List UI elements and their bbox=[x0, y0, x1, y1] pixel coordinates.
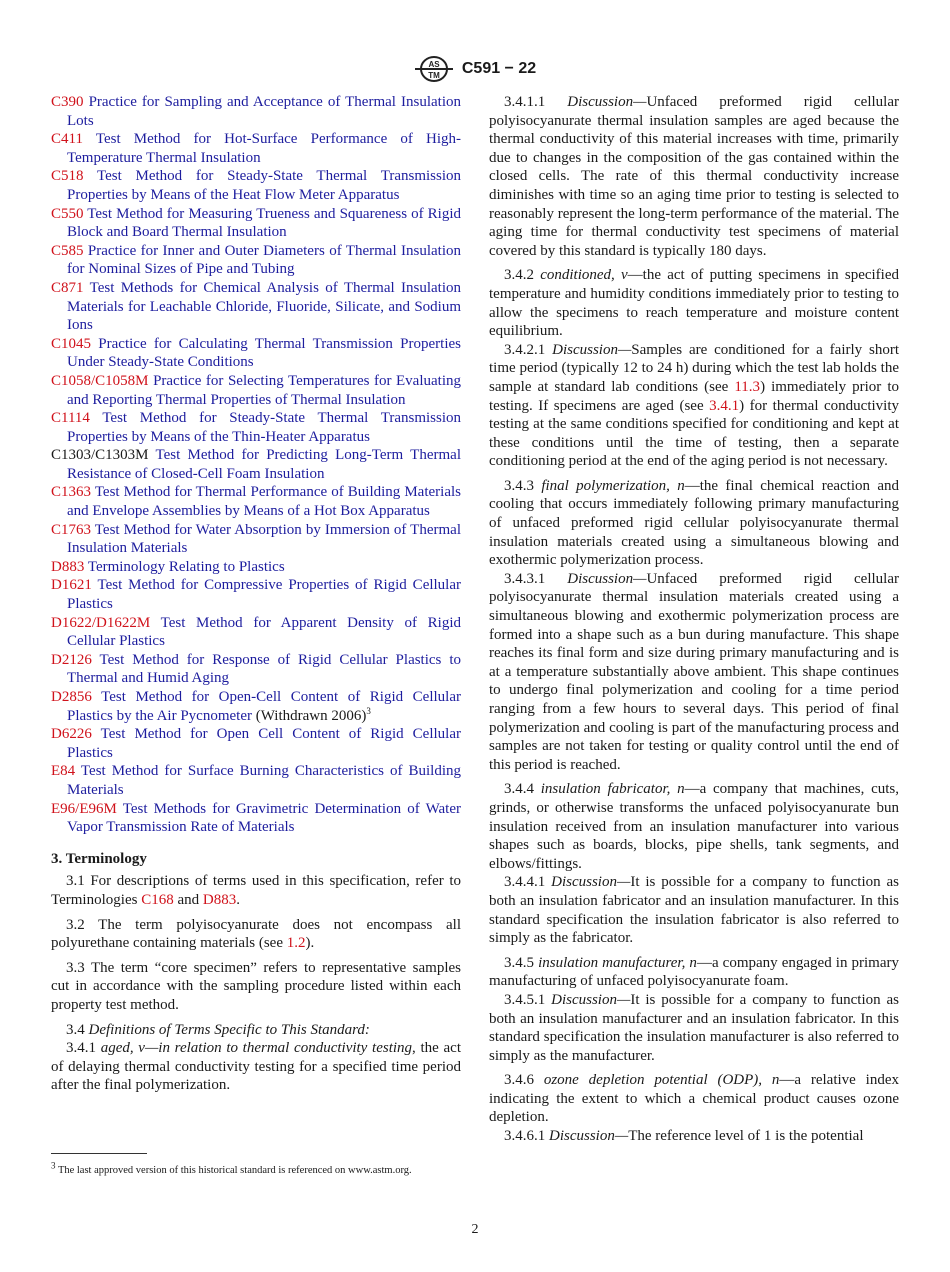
reference-code-link[interactable]: D6226 bbox=[51, 726, 92, 743]
reference-item bbox=[51, 93, 461, 130]
section-heading-terminology: 3. Terminology bbox=[51, 850, 147, 867]
reference-code-link[interactable]: D1622/D1622M bbox=[51, 614, 151, 631]
reference-title-link[interactable]: Practice for Calculating Thermal Transmission Properties Under Steady-State Conditions bbox=[67, 335, 461, 371]
footnote-marker[interactable]: 3 bbox=[366, 705, 371, 716]
paragraph-3-4-5: 3.4.5 insulation manufacturer, n—a company engaged in primary manufacturing of unfaced polyisocyanurate foam. bbox=[489, 954, 900, 990]
reference-code-link[interactable]: C871 bbox=[51, 279, 84, 296]
paragraph-3-4-4: 3.4.4 insulation fabricator, n—a company that machines, cuts, grinds, or otherwise transforms the unfaced polyisocyanurate bun insulation received from an insulation manufacturer into various shapes such as boards, blocks, pipe shells, tank segments, and elbows/fittings. bbox=[489, 781, 899, 872]
reference-item bbox=[51, 446, 461, 483]
reference-title-link[interactable]: Test Methods for Gravimetric Determination of Water Vapor Transmission Rate of Materials bbox=[67, 800, 461, 836]
reference-item bbox=[51, 167, 461, 204]
reference-title-link[interactable]: Test Method for Response of Rigid Cellular Plastics to Thermal and Humid Aging bbox=[67, 651, 461, 687]
svg-text:TM: TM bbox=[428, 71, 440, 80]
reference-item bbox=[51, 483, 461, 520]
paragraph-3-4-5-1: 3.4.5.1 Discussion—It is possible for a company to function as both an insulation manufacturer and an insulation fabricator. In this standard specification the insulation manufacturer is also referred to simply as the manufacturer. bbox=[489, 991, 899, 1064]
reference-title-link[interactable]: Test Method for Water Absorption by Immersion of Thermal Insulation Materials bbox=[67, 521, 461, 557]
paragraph-3-4: 3.4 Definitions of Terms Specific to This Standard: bbox=[66, 1021, 370, 1038]
reference-item bbox=[51, 335, 461, 372]
astm-logo bbox=[414, 56, 454, 82]
reference-item bbox=[51, 576, 461, 613]
reference-code-link[interactable]: D1621 bbox=[51, 577, 92, 594]
reference-title-link[interactable]: Practice for Sampling and Acceptance of Thermal Insulation Lots bbox=[67, 94, 461, 129]
reference-code-link[interactable]: D2126 bbox=[51, 651, 92, 668]
paragraph-3-4-2: 3.4.2 conditioned, v—the act of putting specimens in specified temperature and humidity conditions immediately prior to testing to allow the specimens to reach temperature and moisture content equilibrium. bbox=[489, 267, 899, 340]
reference-code-link[interactable]: C390 bbox=[51, 94, 84, 110]
footnote: $^3$ The last approved version of this historical standard is referenced on www.astm.org. bbox=[51, 1160, 412, 1176]
reference-code-link[interactable]: C518 bbox=[51, 168, 84, 185]
reference-title-link[interactable]: Test Method for Measuring Trueness and Squareness of Rigid Block and Board Thermal Insulation bbox=[67, 205, 461, 241]
reference-item bbox=[51, 409, 461, 446]
withdrawn-note: (Withdrawn 2006) bbox=[255, 707, 367, 724]
reference-code-link[interactable]: C1058/C1058M bbox=[51, 372, 149, 389]
paragraph-3-4-3: 3.4.3 final polymerization, n—the final chemical reaction and cooling that occurs immediately following primary manufacturing of unfaced preformed rigid cellular polyisocyanurate thermal insulation materials created using a simultaneous blowing and exothermic polymerization process. bbox=[489, 477, 900, 569]
paragraph-3-4-1-1: 3.4.1.1 Discussion—Unfaced preformed rigid cellular polyisocyanurate thermal insulation samples are aged because the thermal conductivity of this material increases with time, primarily due to changes in the composition of the gas contained within the closed cells. The rate of this thermal conductivity increase diminishes with time so an aging time prior to testing is selected to reasonably represent the long-term performance of the material. The aging time for thermal conductivity test specimens of material covered by this standard is typically 180 days. bbox=[489, 94, 899, 259]
page-header bbox=[0, 56, 950, 84]
reference-title-link[interactable]: Test Method for Steady-State Thermal Transmission Properties by Means of the Heat Flow Meter Apparatus bbox=[67, 168, 461, 203]
paragraph-3-4-1: 3.4.1 aged, v—in relation to thermal conductivity testing, the act of delaying thermal conductivity testing for a specified time period after the final polymerization. bbox=[51, 1040, 462, 1094]
reference-item bbox=[51, 372, 461, 409]
reference-code-link[interactable]: C1363 bbox=[51, 484, 92, 501]
paragraph-3-4-2-1: 3.4.2.1 Discussion—Samples are conditioned for a fairly short time period (typically 12 to 24 h) during which the test lab holds the sample at standard lab conditions (see 11.3) immediately prior to testing. If specimens are aged (see 3.4.1) for thermal conductivity testing at the same conditions specified for conditioning and kept at these conditions until the time of testing, then a separate conditioning period at the end of the aging period is not necessary. bbox=[489, 341, 900, 470]
reference-code-link[interactable]: D883 bbox=[51, 558, 85, 575]
reference-title-link[interactable]: Test Method for Compressive Properties of Rigid Cellular Plastics bbox=[67, 577, 462, 613]
reference-title-link[interactable]: Practice for Selecting Temperatures for Evaluating and Reporting Thermal Properties of Thermal Insulation bbox=[67, 372, 461, 408]
reference-item bbox=[51, 521, 461, 558]
reference-item bbox=[51, 688, 461, 725]
standard-code: C591 − 22 bbox=[461, 60, 537, 77]
paragraph-3-4-6: 3.4.6 ozone depletion potential (ODP), n—a relative index indicating the extent to which a chemical product causes ozone depletion. bbox=[489, 1072, 899, 1126]
reference-item bbox=[51, 651, 461, 688]
reference-code-link[interactable]: C411 bbox=[51, 131, 83, 148]
left-column bbox=[51, 93, 461, 1095]
right-column bbox=[489, 93, 899, 1152]
reference-item bbox=[51, 279, 461, 335]
reference-code-link[interactable]: D2856 bbox=[51, 689, 92, 705]
reference-code-link[interactable]: C1303/C1303M bbox=[51, 447, 149, 464]
reference-code-link[interactable]: C1045 bbox=[51, 335, 92, 352]
reference-code-link[interactable]: C1763 bbox=[51, 521, 92, 538]
reference-title-link[interactable]: Test Method for Open-Cell Content of Rigid Cellular Plastics by the Air Pycnometer bbox=[67, 689, 461, 724]
paragraph-3-4-4-1: 3.4.4.1 Discussion—It is possible for a company to function as both an insulation fabricator and an insulation manufacturer. In this standard specification the insulation fabricator is also referred to simply as the fabricator. bbox=[489, 874, 899, 947]
reference-item bbox=[51, 130, 461, 167]
reference-code-link[interactable]: C1114 bbox=[51, 410, 90, 427]
reference-code-link[interactable]: C585 bbox=[51, 242, 84, 259]
paragraph-3-4-3-1: 3.4.3.1 Discussion—Unfaced preformed rigid cellular polyisocyanurate thermal insulation materials created using a simultaneous blowing and exothermic polymerization process are formed into a shape such as a bun during manufacture. This shape reaches its final form and size during primary manufacturing and is at a temperature substantially above ambient. This shape continues to undergo final polymerization and cooling for a time period ranging from a few hours to several days. This period of final polymerization and cooling is part of the manufacturing process and samples are not taken for testing or quality control until the end of this period is reached. bbox=[489, 570, 899, 773]
reference-title-link[interactable]: Test Method for Apparent Density of Rigid Cellular Plastics bbox=[67, 614, 461, 650]
link-1-2[interactable]: 1.2 bbox=[286, 935, 306, 952]
reference-title-link[interactable]: Test Method for Thermal Performance of Building Materials and Envelope Assemblies by Means of a Hot Box Apparatus bbox=[67, 484, 461, 520]
reference-title-link[interactable]: Test Method for Predicting Long-Term Thermal Resistance of Closed-Cell Foam Insulation bbox=[67, 447, 461, 482]
reference-title-link[interactable]: Test Method for Hot-Surface Performance of High-Temperature Thermal Insulation bbox=[67, 131, 461, 166]
reference-title-link[interactable]: Test Method for Steady-State Thermal Transmission Properties by Means of the Thin-Heater Apparatus bbox=[67, 410, 461, 445]
reference-title-link[interactable]: Test Method for Open Cell Content of Rigid Cellular Plastics bbox=[67, 726, 461, 761]
reference-title-link[interactable]: Terminology Relating to Plastics bbox=[87, 558, 285, 575]
svg-text:AS: AS bbox=[428, 60, 440, 69]
reference-item bbox=[51, 205, 461, 242]
paragraph-3-4-6-1: 3.4.6.1 Discussion—The reference level of 1 is the potential bbox=[504, 1128, 864, 1145]
referenced-documents-list bbox=[51, 93, 461, 837]
link-d883[interactable]: D883 bbox=[202, 891, 237, 908]
reference-item bbox=[51, 800, 461, 837]
reference-item bbox=[51, 242, 461, 279]
paragraph-3-1: 3.1 For descriptions of terms used in this specification, refer to Terminologies C168 and D883. bbox=[51, 873, 461, 908]
reference-code-link[interactable]: E96/E96M bbox=[51, 800, 117, 817]
reference-code-link[interactable]: C550 bbox=[51, 205, 84, 222]
paragraph-3-3: 3.3 The term “core specimen” refers to representative samples cut in accordance with the sampling procedure listed within each property test method. bbox=[51, 959, 461, 1013]
link-3-4-1[interactable]: 3.4.1 bbox=[709, 397, 740, 414]
reference-item bbox=[51, 614, 461, 651]
reference-title-link[interactable]: Test Method for Surface Burning Characteristics of Building Materials bbox=[67, 763, 461, 798]
paragraph-3-2: 3.2 The term polyisocyanurate does not encompass all polyurethane containing materials (see 1.2). bbox=[51, 916, 461, 952]
reference-item bbox=[51, 558, 461, 577]
reference-title-link[interactable]: Practice for Inner and Outer Diameters of Thermal Insulation for Nominal Sizes of Pipe and Tubing bbox=[67, 242, 462, 278]
page-number: 2 bbox=[471, 1222, 479, 1237]
footnote-rule bbox=[51, 1153, 147, 1154]
reference-code-link[interactable]: E84 bbox=[51, 763, 76, 780]
reference-item bbox=[51, 725, 461, 762]
reference-title-link[interactable]: Test Methods for Chemical Analysis of Thermal Insulation Materials for Leachable Chloride, Fluoride, Silicate, and Sodium Ions bbox=[67, 279, 462, 334]
link-11-3[interactable]: 11.3 bbox=[734, 378, 761, 395]
link-c168[interactable]: C168 bbox=[141, 891, 174, 908]
reference-item bbox=[51, 762, 461, 799]
